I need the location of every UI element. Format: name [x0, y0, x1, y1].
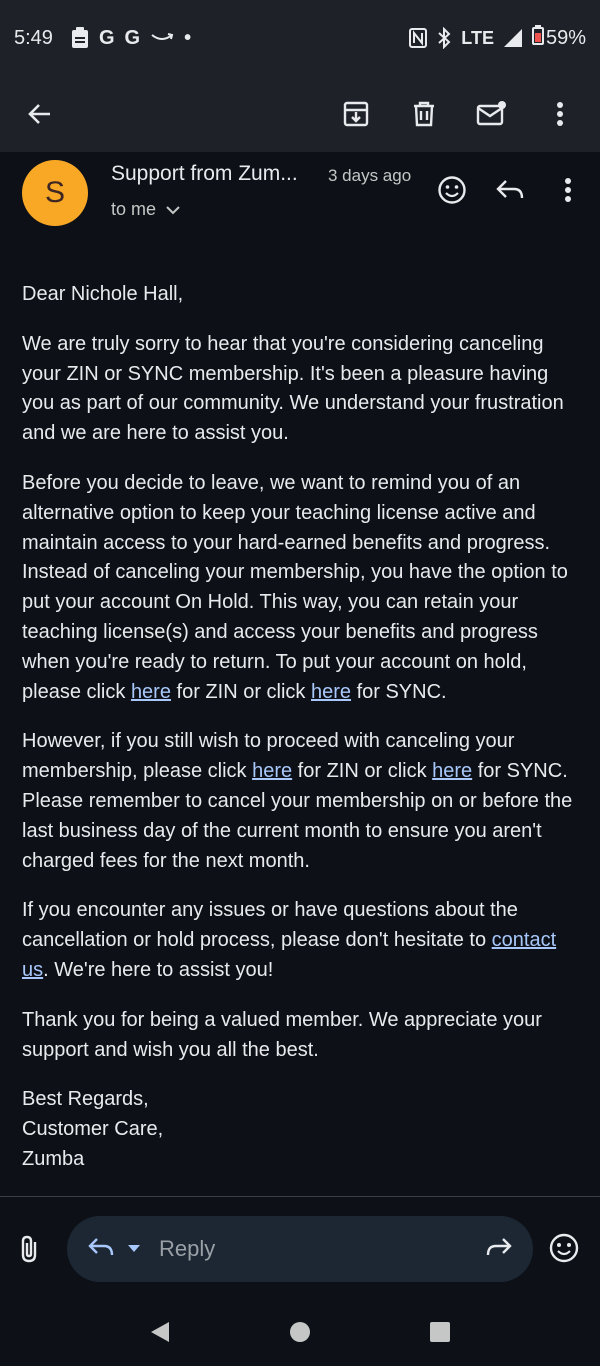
battery-icon — [532, 25, 544, 51]
emoji-reaction-icon[interactable] — [432, 170, 472, 210]
recipient-label: to me — [111, 199, 157, 219]
hold-sync-link[interactable]: here — [310, 680, 352, 703]
archive-icon[interactable] — [336, 94, 376, 134]
home-circle-icon[interactable] — [280, 1312, 320, 1352]
paragraph-4 — [22, 896, 582, 985]
contact-us-link[interactable]: contact us — [22, 929, 557, 981]
signature — [22, 1085, 582, 1174]
signal-icon — [504, 29, 522, 47]
paragraph-3-text: However, if you still wish to proceed with canceling your membership, please click — [22, 730, 515, 783]
signature-line-3: Zumba — [22, 1147, 85, 1170]
paragraph-1: We are truly sorry to hear that you're considering canceling your ZIN or SYNC membership. It's been a pleasure having you as part of our community. We understand your frustration and we are here to assist you. — [22, 332, 564, 445]
google-icon: G — [98, 26, 115, 49]
dropdown-icon[interactable] — [127, 1240, 141, 1258]
clipboard-icon — [71, 27, 89, 49]
more-vert-icon[interactable] — [540, 94, 580, 134]
reply-icon[interactable] — [87, 1236, 115, 1263]
chevron-down-icon — [166, 199, 180, 220]
sender-name: Support from Zum... — [111, 162, 298, 185]
network-type: LTE — [461, 27, 494, 48]
recipient-details-toggle[interactable] — [111, 199, 180, 220]
avatar[interactable]: S — [22, 160, 88, 226]
composer-divider — [0, 1196, 600, 1197]
paragraph-3-end: for SYNC. Please remember to cancel your membership on or before the last business day of the current month to ensure you aren't charged fees for the next month. — [22, 760, 573, 872]
attachment-icon[interactable] — [18, 1234, 44, 1269]
mark-unread-icon[interactable] — [472, 94, 512, 134]
message-body — [22, 280, 582, 1175]
message-header — [0, 152, 600, 252]
paragraph-2-mid: for ZIN or click — [170, 680, 311, 703]
reply-icon[interactable] — [490, 170, 530, 210]
system-nav-bar — [0, 1298, 600, 1366]
hold-zin-link[interactable]: here — [130, 680, 171, 703]
back-triangle-icon[interactable] — [140, 1312, 180, 1352]
signature-line-1: Best Regards, — [22, 1088, 149, 1111]
paragraph-2-text: Before you decide to leave, we want to remind you of an alternative option to keep your teaching license active and maintain access to your hard-earned benefits and progress. Instead of canceling your membership, you have the option to put your account On Hold. This way, you can retain your teaching license(s) and access your benefits and progress when you're ready to return. To put your account on hold, please click — [22, 471, 568, 703]
emoji-icon[interactable] — [548, 1232, 580, 1269]
trash-icon[interactable] — [404, 94, 444, 134]
paragraph-4-end: . We're here to assist you! — [43, 958, 274, 981]
reply-composer — [0, 1198, 600, 1298]
paragraph-5: Thank you for being a valued member. We appreciate your support and wish you all the best. — [22, 1008, 542, 1061]
back-arrow-icon[interactable] — [20, 94, 60, 134]
battery-percent: 59% — [545, 26, 586, 49]
google-icon: G — [124, 26, 141, 49]
paragraph-2-end: for SYNC. — [351, 680, 447, 703]
nfc-icon — [409, 28, 427, 48]
reply-placeholder: Reply — [159, 1236, 216, 1261]
paragraph-2 — [22, 469, 582, 707]
status-bar-left — [14, 27, 191, 50]
cancel-sync-link[interactable]: here — [432, 760, 473, 783]
status-bar — [0, 0, 600, 76]
app-bar — [0, 76, 600, 152]
status-time: 5:49 — [14, 26, 53, 49]
status-bar-right — [409, 25, 586, 51]
greeting: Dear Nichole Hall, — [22, 283, 184, 305]
message-time: 3 days ago — [328, 166, 412, 185]
amazon-icon — [150, 31, 174, 45]
paragraph-4-text: If you encounter any issues or have questions about the cancellation or hold process, please don't hesitate to — [22, 899, 518, 952]
forward-icon[interactable] — [485, 1236, 513, 1263]
cancel-zin-link[interactable]: here — [252, 760, 293, 783]
reply-input[interactable] — [67, 1216, 533, 1282]
signature-line-2: Customer Care, — [22, 1118, 164, 1141]
header-actions — [432, 170, 588, 210]
more-vert-icon[interactable] — [548, 170, 588, 210]
recents-square-icon[interactable] — [420, 1312, 460, 1352]
dot-icon: • — [184, 26, 192, 49]
paragraph-3-mid: for ZIN or click — [292, 760, 433, 783]
bluetooth-icon — [437, 27, 451, 49]
app-bar-actions — [336, 94, 580, 134]
paragraph-3 — [22, 727, 582, 876]
battery-status — [532, 25, 586, 51]
